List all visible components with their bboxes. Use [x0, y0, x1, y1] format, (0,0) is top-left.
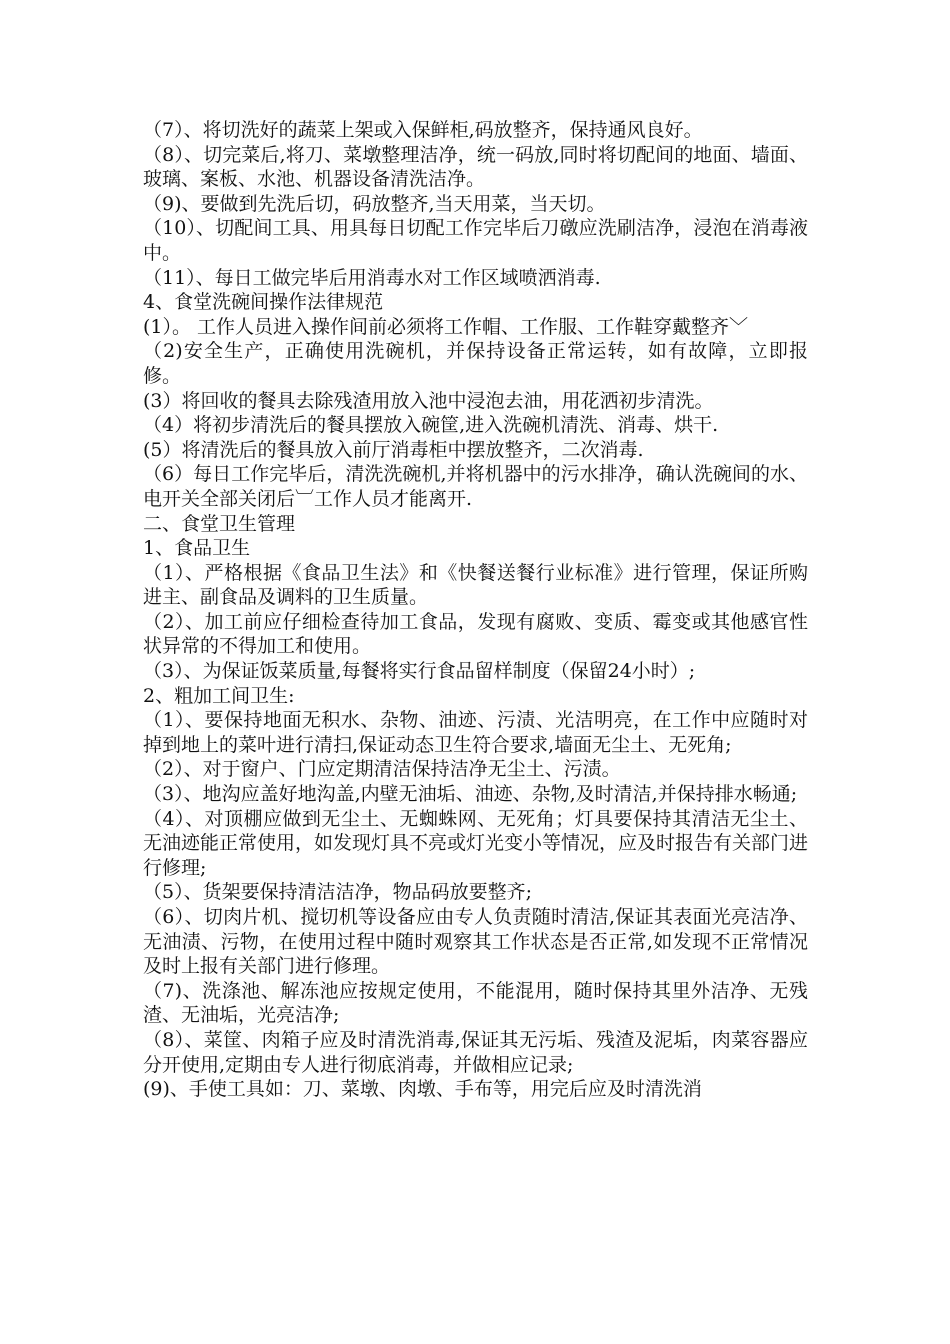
document-body — [143, 118, 808, 1102]
section-heading: 1、食品卫生 — [143, 537, 251, 560]
paragraph: (3）将回收的餐具去除残渣用放入池中浸泡去油，用花洒初步清洗。 — [143, 389, 714, 412]
paragraph: （4）、对顶棚应做到无尘土、无蜘蛛网、无死角；灯具要保持其清洁无尘土、无油迹能正常使用，如发现灯具不亮或灯光变小等情况，应及时报告有关部门进行修理; — [143, 807, 809, 879]
paragraph: （4）将初步清洗后的餐具摆放入碗筐,进入洗碗机清洗、消毒、烘干. — [143, 414, 719, 437]
paragraph: （2）、对于窗户、门应定期清洁保持洁净无尘土、污渍。 — [143, 758, 621, 781]
paragraph: （10）、切配间工具、用具每日切配工作完毕后刀礅应洗刷洁净，浸泡在消毒液中。 — [143, 217, 808, 264]
paragraph: （3）、为保证饭菜质量,每餐将实行食品留样制度（保留24小时）; — [143, 660, 696, 683]
paragraph: （9)、要做到先洗后切，码放整齐,当天用菜，当天切。 — [143, 192, 606, 215]
paragraph: （6）、切肉片机、搅切机等设备应由专人负责随时清洁,保证其表面光亮洁净、无油渍、污物，在使用过程中随时观察其工作状态是否正常,如发现不正常情况及时上报有关部门进行修理。 — [143, 906, 808, 978]
paragraph: （11）、每日工做完毕后用消毒水对工作区域喷洒消毒. — [143, 266, 601, 289]
paragraph: (5）将清洗后的餐具放入前厅消毒柜中摆放整齐，二次消毒. — [143, 438, 644, 461]
paragraph: （8）、切完菜后,将刀、菜墩整理洁净，统一码放,同时将切配间的地面、墙面、玻璃、案板、水池、机器设备清洗洁净。 — [143, 143, 808, 191]
section-heading: 4、食堂洗碗间操作法律规范 — [143, 291, 384, 314]
paragraph: （6）每日工作完毕后，清洗洗碗机,并将机器中的污水排净，确认洗碗间的水、电开关全部关闭后︺工作人员才能离开. — [143, 463, 808, 510]
paragraph: （3）、地沟应盖好地沟盖,内壁无油垢、油迹、杂物,及时清洁,并保持排水畅通; — [143, 783, 798, 806]
paragraph: （2)安全生产，正确使用洗碗机，并保持设备正常运转，如有故障，立即报修。 — [143, 340, 808, 387]
section-heading: 2、粗加工间卫生: — [143, 684, 295, 707]
paragraph: （2）、加工前应仔细检查待加工食品，发现有腐败、变质、霉变或其他感官性状异常的不得加工和使用。 — [143, 610, 808, 658]
paragraph: (1）。 工作人员进入操作间前必须将工作帽、工作服、工作鞋穿戴整齐﹀ — [143, 315, 749, 338]
paragraph: （7）、将切洗好的蔬菜上架或入保鲜柜,码放整齐，保持通风良好。 — [143, 119, 703, 141]
chapter-heading: 二、食堂卫生管理 — [143, 512, 296, 535]
paragraph: （7)、洗涤池、解冻池应按规定使用，不能混用，随时保持其里外洁净、无残渣、无油垢，光亮洁净; — [143, 979, 808, 1027]
paragraph: （5）、货架要保持清洁洁净，物品码放要整齐; — [143, 881, 532, 904]
paragraph: （1）、要保持地面无积水、杂物、油迹、污渍、光洁明亮，在工作中应随时对掉到地上的菜叶进行清扫,保证动态卫生符合要求,墙面无尘土、无死角; — [143, 709, 808, 756]
paragraph: （1）、严格根据《食品卫生法》和《快餐送餐行业标准》进行管理，保证所购进主、副食品及调料的卫生质量。 — [143, 561, 808, 609]
paragraph: （8）、菜筐、肉箱子应及时清洗消毒,保证其无污垢、残渣及泥垢，肉菜容器应分开使用,定期由专人进行彻底消毒，并做相应记录; — [143, 1028, 808, 1076]
paragraph: (9)、手使工具如：刀、菜墩、肉墩、手布等，用完后应及时清洗消 — [143, 1078, 702, 1101]
